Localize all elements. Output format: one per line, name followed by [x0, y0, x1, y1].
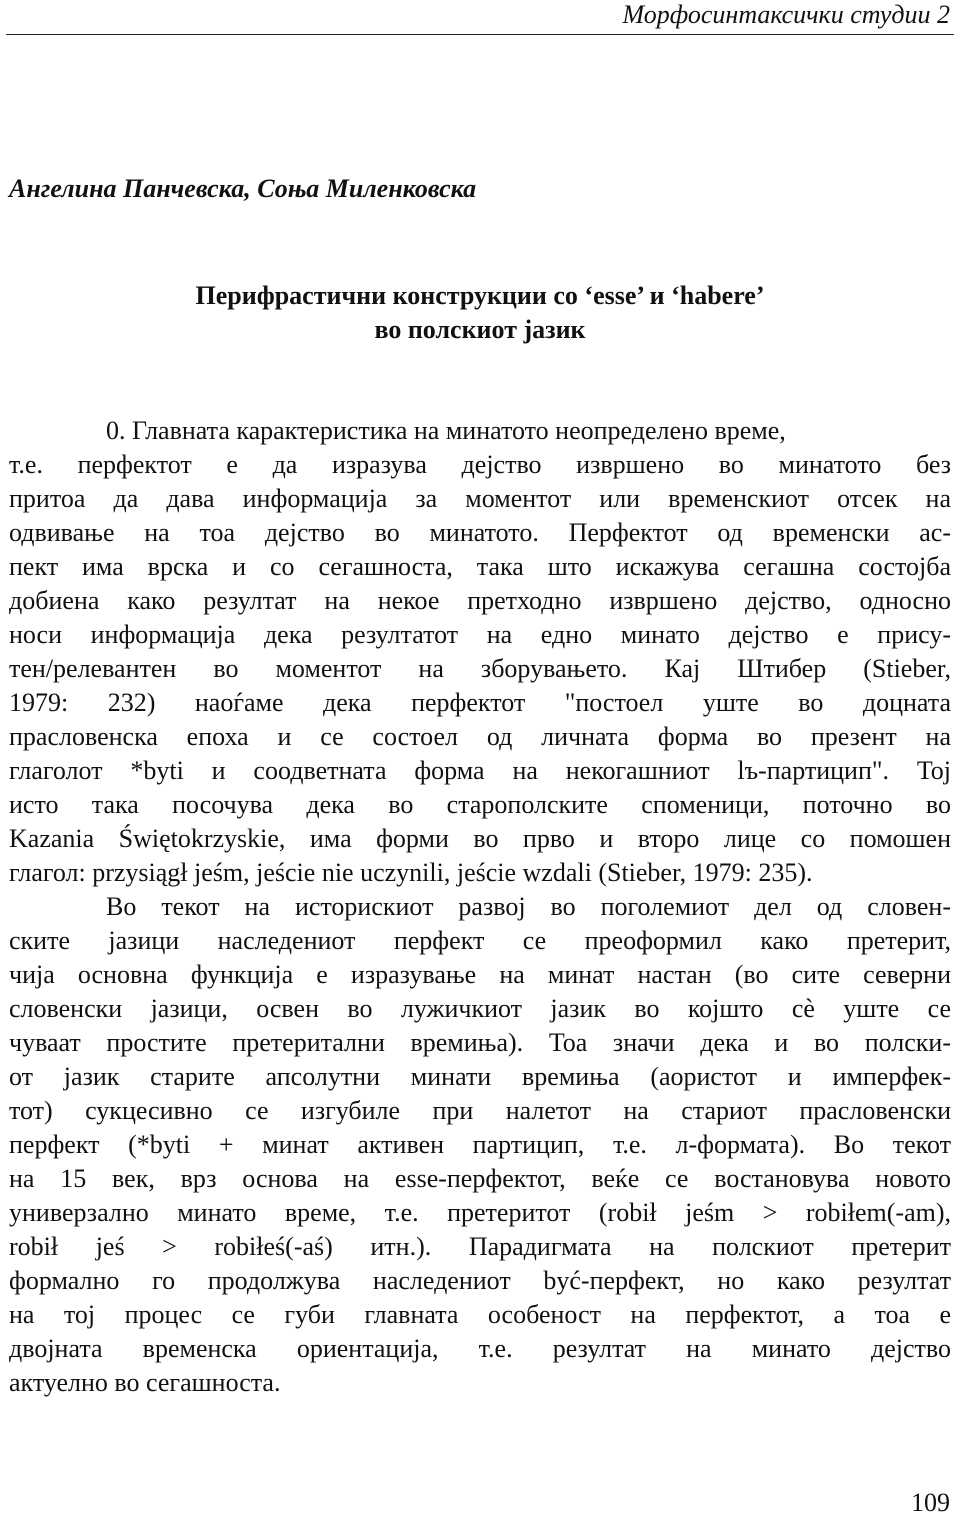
running-header: Морфосинтаксички студии 2 — [622, 0, 950, 29]
text-line: исто така посочува дека во старополските споменици, поточно во — [9, 790, 951, 819]
text-line: двојната временска ориентација, т.е. резултат на минато дејство — [9, 1334, 951, 1363]
text-line: универзално минато време, т.е. претеритот (robił jeśm > robiłem(-am), — [9, 1198, 951, 1227]
text-line: на тој процес се губи главната особеност на перфектот, а тоа е — [9, 1300, 951, 1329]
text-line: добиена како резултат на некое претходно извршено дејство, односно — [9, 586, 951, 615]
text-line: чуваат простите претеритални времиња). Тоа значи дека и во полски- — [9, 1028, 951, 1057]
text-line: носи информација дека резултатот на едно минато дејство е прису- — [9, 620, 951, 649]
text-line: формално го продолжува наследениот być-перфект, но како резултат — [9, 1266, 951, 1295]
text-line: 0. Главната карактеристика на минатото неопределено време, — [106, 416, 786, 445]
text-line: от јазик старите апсолутни минати времиња (аористот и имперфек- — [9, 1062, 951, 1091]
text-line: одвивање на тоа дејство во минатото. Перфектот од временски ас- — [9, 518, 951, 547]
text-line: на 15 век, врз основа на esse-перфектот, веќе се востановува новото — [9, 1164, 951, 1193]
text-line: тот) сукцесивно се изгубиле при налетот на стариот прасловенски — [9, 1096, 951, 1125]
paragraph-1 — [9, 414, 951, 890]
text-line: перфект (*byti + минат активен партицип, т.е. л-формата). Во текот — [9, 1130, 951, 1159]
text-line: Kazania Świętokrzyskie, има форми во прво и второ лице со помошен — [9, 824, 951, 853]
text-line: тен/релевантен во моментот на зборувањето. Кај Штибер (Stieber, — [9, 654, 951, 683]
text-line: пект има врска и со сегашноста, така што искажува сегашна состојба — [9, 552, 951, 581]
article-title-line: во полскиот јазик — [374, 315, 586, 344]
text-line: словенски јазици, освен во лужичкиот јазик во којшто сѐ уште се — [9, 994, 951, 1023]
article-body — [9, 414, 951, 1400]
page-number: 109 — [911, 1488, 950, 1517]
text-line: Во текот на историскиот развој во поголемиот дел од словен- — [106, 892, 951, 921]
header-rule — [6, 34, 954, 35]
text-line: глагол: przysiągł jeśm, jeście nie uczynili, jeście wzdali (Stieber, 1979: 235). — [9, 858, 813, 887]
text-line: притоа да дава информација за моментот или временскиот отсек на — [9, 484, 951, 513]
text-line: т.е. перфектот е да изразува дејство извршено во минатото без — [9, 450, 951, 479]
text-line: 1979: 232) наоѓаме дека перфектот "постоел уште во доцната — [9, 688, 951, 717]
text-line: чија основна функција е изразување на минат настан (во сите северни — [9, 960, 951, 989]
article-authors: Ангелина Панчевска, Соња Миленковска — [9, 174, 477, 203]
article-title — [0, 279, 960, 347]
text-line: ските јазици наследениот перфект се преоформил како претерит, — [9, 926, 951, 955]
text-line: глаголот *byti и соодветната форма на некогашниот lъ-партицип". Тој — [9, 756, 951, 785]
text-line: robił jeś > robiłeś(-aś) итн.). Парадигмата на полскиот претерит — [9, 1232, 951, 1261]
paragraph-2 — [9, 890, 951, 1400]
article-title-line: Перифрастични конструкции со ‘esse’ и ‘habere’ — [195, 281, 765, 310]
text-line: прасловенска епоха и се состоел од личната форма во презент на — [9, 722, 951, 751]
text-line: актуелно во сегашноста. — [9, 1368, 281, 1397]
